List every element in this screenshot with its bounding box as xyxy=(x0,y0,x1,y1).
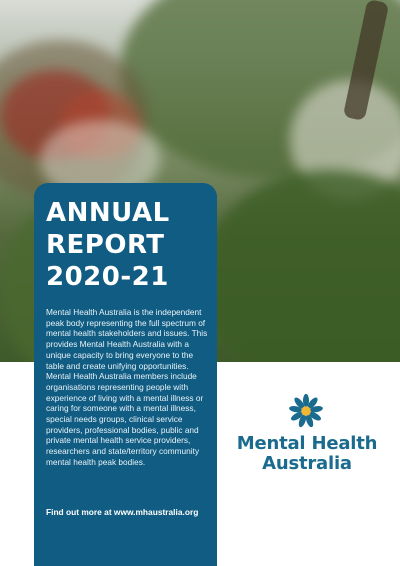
logo-wordmark-line-2: Australia xyxy=(262,453,352,474)
organisation-logo xyxy=(222,392,392,482)
title-line-3: 2020-21 xyxy=(46,262,169,292)
website-link[interactable]: Find out more at www.mhaustralia.org xyxy=(46,507,199,517)
flower-star-icon xyxy=(287,392,325,430)
report-title xyxy=(46,197,211,293)
title-line-2: REPORT xyxy=(46,230,165,260)
logo-wordmark xyxy=(222,434,392,474)
report-info-panel xyxy=(34,183,217,566)
logo-wordmark-line-1: Mental Health xyxy=(236,433,378,454)
organisation-description: Mental Health Australia is the independent peak body representing the full spectrum of mental health stakeholders and issues. This provides Mental Health Australia with a unique capacity to bring everyone to the table and create unifying opportunities. Mental Health Australia members include organisations representing people with experience of living with a mental illness or caring for someone with a mental illness, special needs groups, clinical service providers, professional bodies, public and private mental health service providers, researchers and state/territory community mental health peak bodies. xyxy=(46,307,208,467)
photo-foreground-shrubs xyxy=(200,170,400,362)
title-line-1: ANNUAL xyxy=(46,198,170,228)
